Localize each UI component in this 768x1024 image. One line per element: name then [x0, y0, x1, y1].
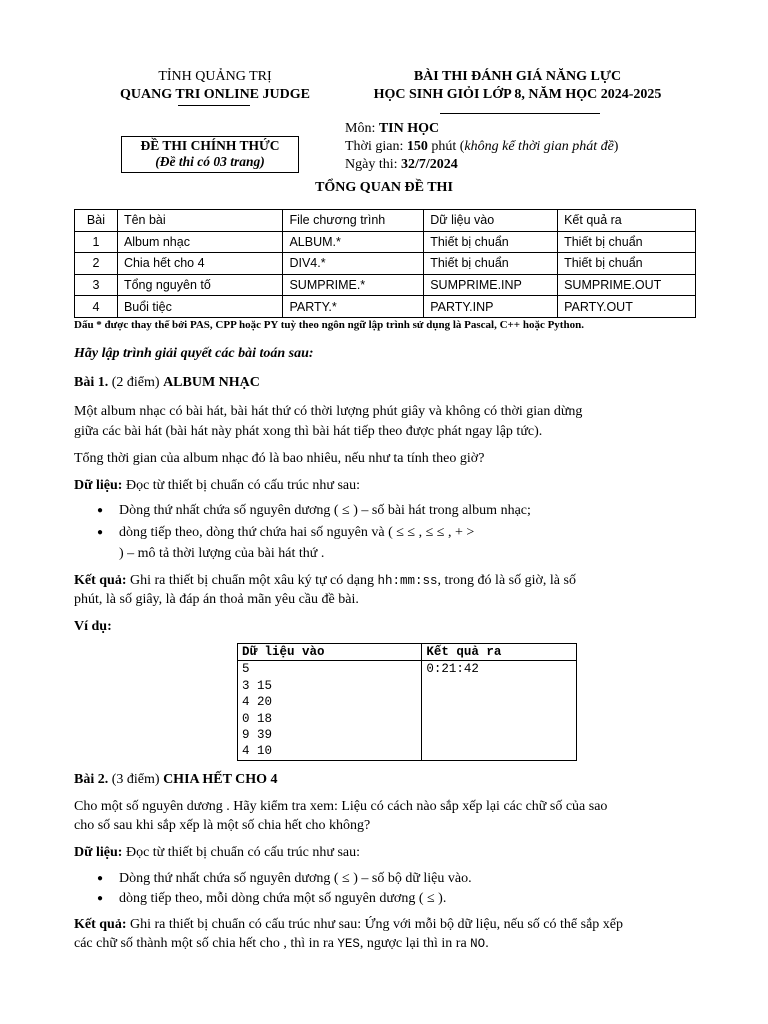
yes-code: YES: [337, 937, 360, 951]
province-name: TỈNH QUẢNG TRỊ: [158, 69, 272, 84]
table-cell: PARTY.*: [283, 296, 424, 318]
time-format-code: hh:mm:ss: [377, 574, 438, 588]
table-cell: SUMPRIME.OUT: [558, 274, 696, 296]
problem1-desc-line1: Một album nhạc có bài hát, bài hát thứ có thời lượng phút giây và không có thời gian dừng: [74, 404, 583, 419]
left-header-underline: [178, 105, 250, 106]
problem1-question: Tổng thời gian của album nhạc đó là bao nhiêu, nếu như ta tính theo giờ?: [74, 451, 485, 466]
bullet-icon: ●: [97, 505, 104, 516]
date-value: 32/7/2024: [401, 157, 458, 172]
exam-title: BÀI THI ĐÁNH GIÁ NĂNG LỰC: [413, 69, 622, 84]
problem2-input-heading: Dữ liệu: Đọc từ thiết bị chuẩn có cấu trúc như sau:: [74, 845, 361, 860]
example-label: Ví dụ:: [74, 619, 112, 634]
table-cell: PARTY.OUT: [558, 296, 696, 318]
right-header-underline: [440, 113, 600, 114]
example-input-line: 9 39: [242, 727, 273, 742]
table-cell: 3: [75, 274, 118, 296]
header-cell: Kết quả ra: [558, 210, 696, 232]
example-input-line: 0 18: [242, 711, 273, 726]
example-output-header: Kết quả ra: [422, 644, 577, 661]
example-input-header: Dữ liệu vào: [238, 644, 422, 661]
example-table: [237, 643, 577, 761]
table-cell: SUMPRIME.INP: [424, 274, 558, 296]
table-cell: DIV4.*: [283, 253, 424, 275]
intro-text: Hãy lập trình giải quyết các bài toán sau:: [74, 346, 314, 361]
example-input-line: 5: [242, 662, 250, 677]
problem1-name: ALBUM NHẠC: [163, 375, 260, 390]
problem1-output-line1: Kết quả: Ghi ra thiết bị chuẩn một xâu ký tự có dạng hh:mm:ss, trong đó là số giờ, là số: [74, 573, 576, 588]
problem2-output-line2: các chữ số thành một số chia hết cho , thì in ra YES, ngược lại thì in ra NO.: [74, 936, 489, 951]
table-cell: Chia hết cho 4: [117, 253, 283, 275]
problem2-input-bullet1: Dòng thứ nhất chứa số nguyên dương ( ≤ ) – số bộ dữ liệu vào.: [119, 871, 472, 886]
problem2-name: CHIA HẾT CHO 4: [163, 772, 278, 787]
page-count-note: (Đề thi có 03 trang): [155, 154, 265, 169]
date-line: Ngày thi: 32/7/2024: [345, 157, 458, 172]
time-line: Thời gian: 150 phút (không kể thời gian phát đề): [345, 139, 619, 154]
problem2-output-line1: Kết quả: Ghi ra thiết bị chuẩn có cấu trúc như sau: Ứng với mỗi bộ dữ liệu, nếu số có thể sắp xếp: [74, 917, 623, 932]
problem2-desc-line2: cho số sau khi sắp xếp là một số chia hết cho không?: [74, 818, 371, 833]
bullet-icon: ●: [97, 873, 104, 884]
table-cell: Thiết bị chuẩn: [558, 253, 696, 275]
problem1-input-bullet2-line2: ) – mô tả thời lượng của bài hát thứ .: [119, 546, 325, 561]
table-cell: 2: [75, 253, 118, 275]
time-note: không kể thời gian phát đề: [464, 139, 614, 154]
bullet-icon: ●: [97, 527, 104, 538]
subject-line: Môn: TIN HỌC: [345, 121, 440, 136]
example-input-line: 4 20: [242, 695, 273, 710]
problem1-heading: Bài 1. (2 điểm) ALBUM NHẠC: [74, 375, 260, 390]
table-cell: Thiết bị chuẩn: [424, 231, 558, 253]
header-cell: File chương trình: [283, 210, 424, 232]
bullet-icon: ●: [97, 893, 104, 904]
problem2-heading: Bài 2. (3 điểm) CHIA HẾT CHO 4: [74, 772, 278, 787]
header-cell: Tên bài: [117, 210, 283, 232]
problem1-input-heading: Dữ liệu: Đọc từ thiết bị chuẩn có cấu trúc như sau:: [74, 478, 361, 493]
table-cell: Tổng nguyên tố: [117, 274, 283, 296]
table-header-row: [75, 210, 696, 232]
header-right: [345, 68, 690, 104]
table-cell: 4: [75, 296, 118, 318]
table-row: [75, 253, 696, 275]
example-output-line: 0:21:42: [426, 662, 479, 677]
problem2-desc-line1: Cho một số nguyên dương . Hãy kiểm tra xem: Liệu có cách nào sắp xếp lại các chữ số của sao: [74, 799, 608, 814]
table-cell: 1: [75, 231, 118, 253]
table-row: [75, 274, 696, 296]
example-input-line: 4 10: [242, 744, 273, 759]
overview-title: TỔNG QUAN ĐỀ THI: [315, 180, 453, 195]
exam-info: [345, 120, 618, 174]
exam-subtitle: HỌC SINH GIỎI LỚP 8, NĂM HỌC 2024-2025: [373, 87, 662, 102]
header-left: [100, 68, 330, 104]
problem1-output-line2: phút, là số giây, là đáp án thoả mãn yêu cầu đề bài.: [74, 592, 359, 607]
problem1-input-bullet1: Dòng thứ nhất chứa số nguyên dương ( ≤ ) – số bài hát trong album nhạc;: [119, 503, 531, 518]
table-cell: ALBUM.*: [283, 231, 424, 253]
problem2-input-bullet2: dòng tiếp theo, mỗi dòng chứa một số nguyên dương ( ≤ ).: [119, 891, 447, 906]
table-cell: SUMPRIME.*: [283, 274, 424, 296]
table-row: [75, 231, 696, 253]
official-exam-title: ĐỀ THI CHÍNH THỨC: [140, 138, 280, 153]
table-row: [75, 296, 696, 318]
header-cell: Dữ liệu vào: [424, 210, 558, 232]
table-cell: Buổi tiệc: [117, 296, 283, 318]
header-cell: Bài: [75, 210, 118, 232]
problem1-input-bullet2-line1: dòng tiếp theo, dòng thứ chứa hai số nguyên và ( ≤ ≤ , ≤ ≤ , + >: [119, 525, 475, 540]
overview-table: [74, 209, 696, 318]
table-cell: PARTY.INP: [424, 296, 558, 318]
overview-footnote: Dấu * được thay thế bởi PAS, CPP hoặc PY tuỳ theo ngôn ngữ lập trình sử dụng là Pascal, C++ hoặc Python.: [74, 319, 584, 331]
official-exam-box: [121, 136, 299, 173]
example-output-cell: [422, 661, 577, 760]
example-input-line: 3 15: [242, 678, 273, 693]
no-code: NO: [470, 937, 486, 951]
table-cell: Album nhạc: [117, 231, 283, 253]
problem1-desc-line2: giữa các bài hát (bài hát này phát xong thì bài hát tiếp theo được phát ngay lập tức).: [74, 424, 543, 439]
organization-name: QUANG TRI ONLINE JUDGE: [120, 87, 310, 102]
subject-value: TIN HỌC: [378, 121, 440, 136]
time-value: 150: [406, 139, 428, 154]
example-input-cell: [238, 661, 422, 760]
table-cell: Thiết bị chuẩn: [558, 231, 696, 253]
table-cell: Thiết bị chuẩn: [424, 253, 558, 275]
